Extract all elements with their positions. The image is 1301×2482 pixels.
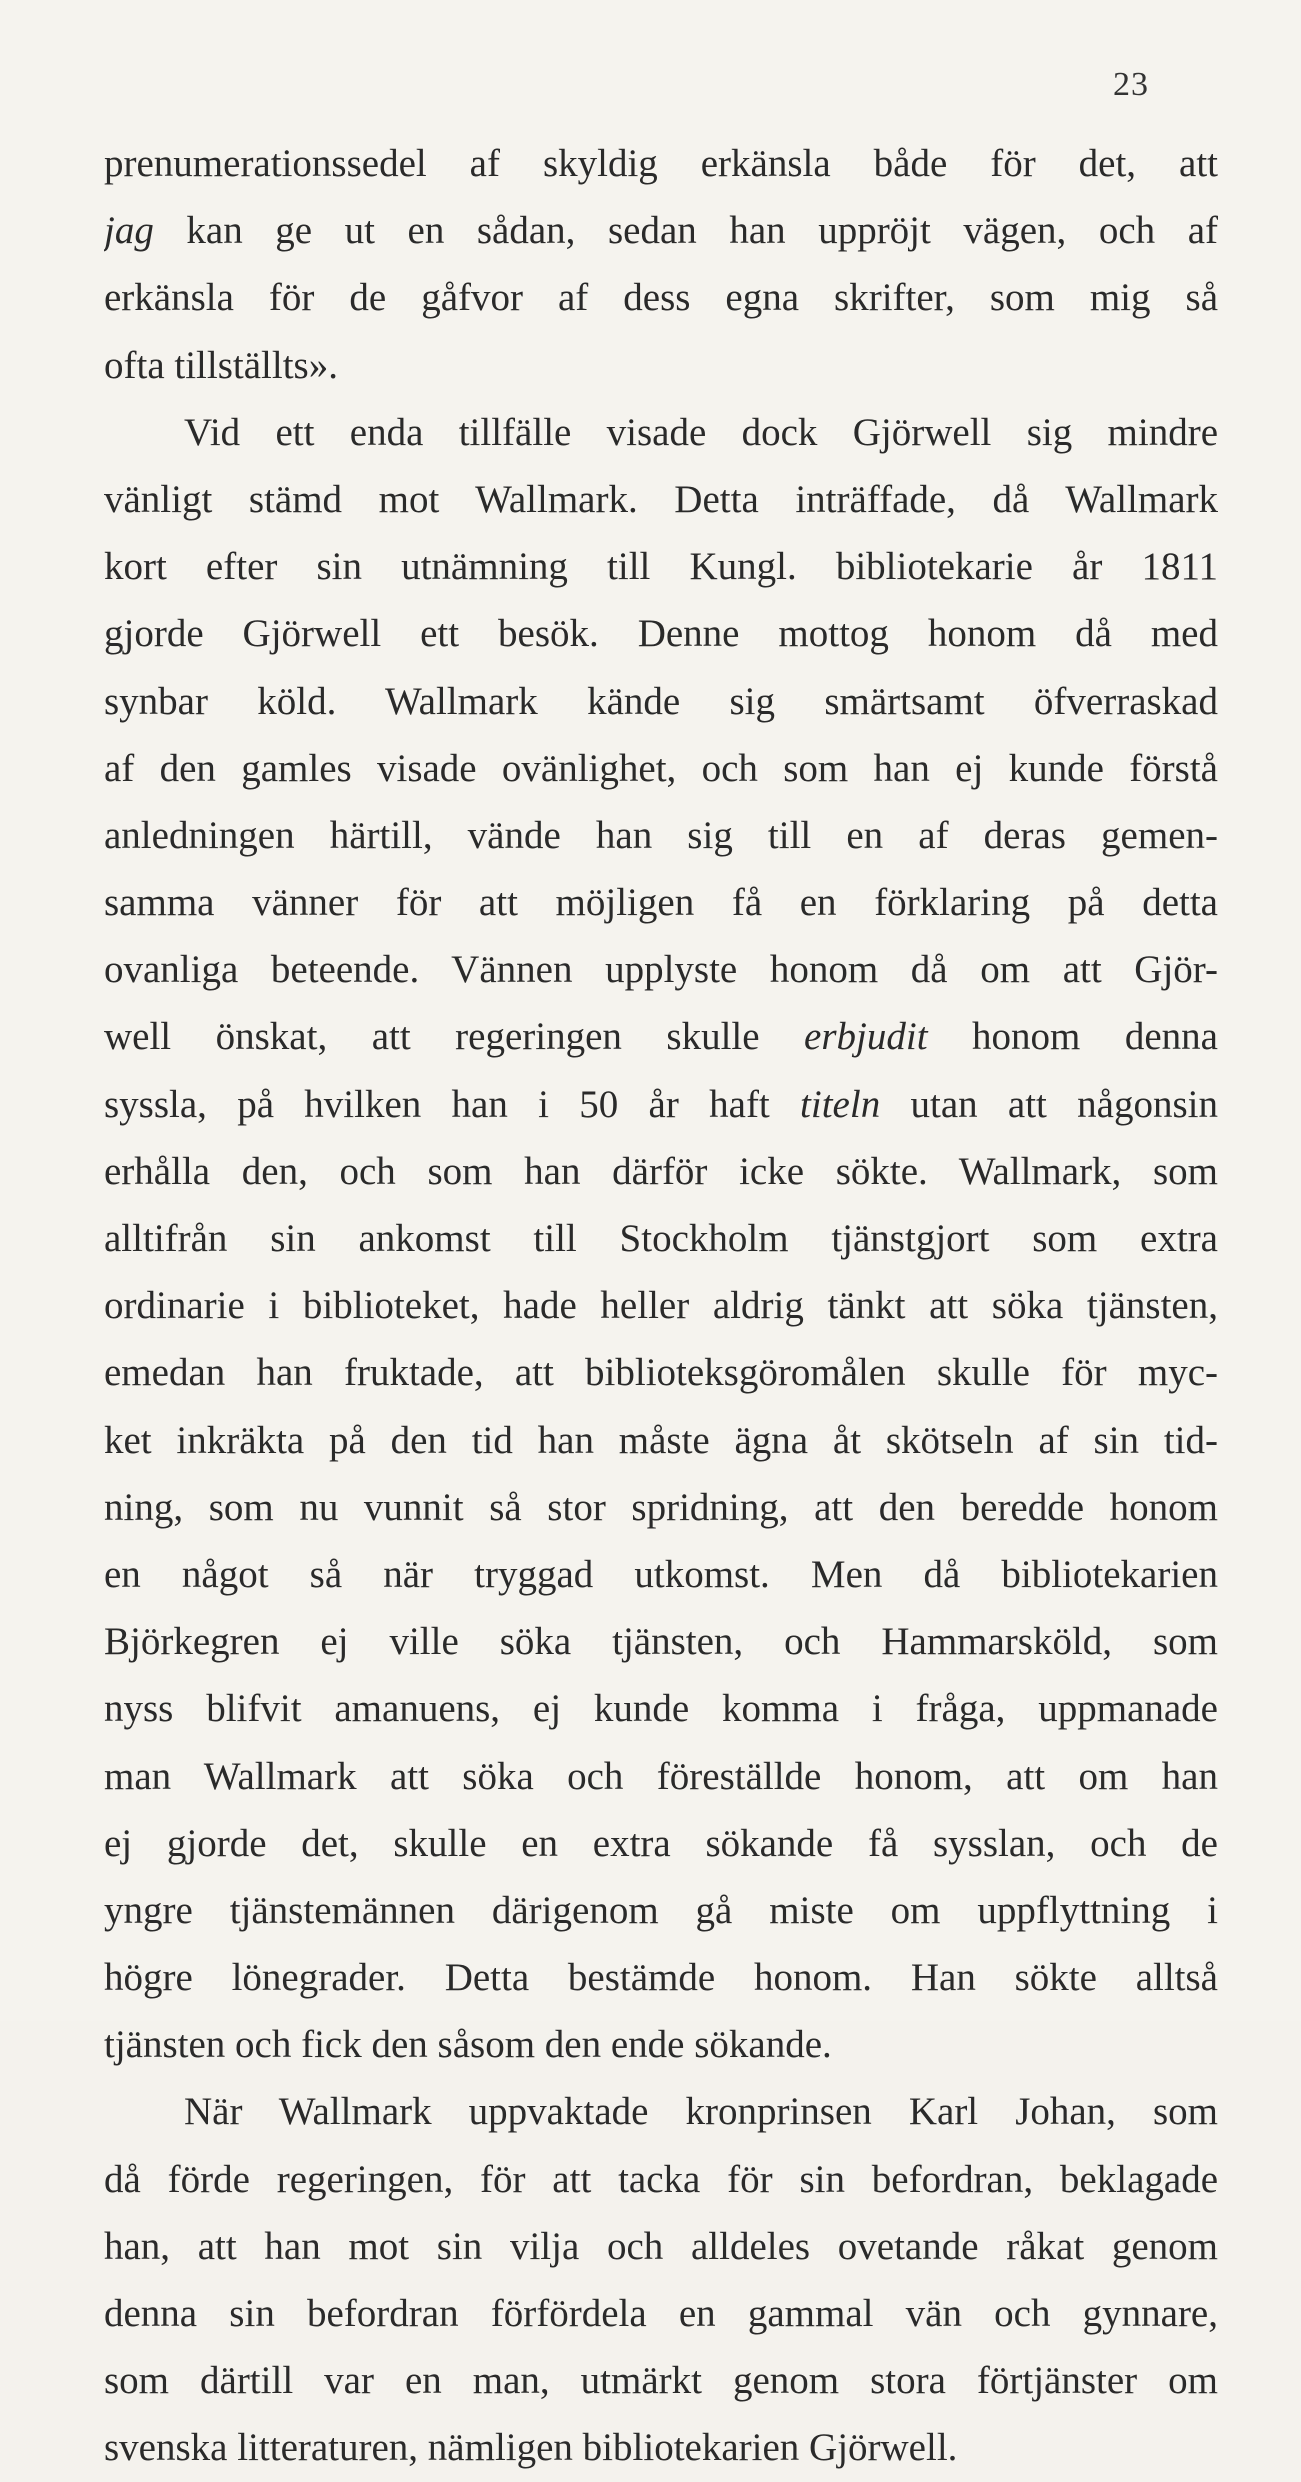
text-segment: emedan han fruktade, att biblioteksgöromålen skulle för myc-: [104, 1351, 1218, 1395]
text-line: [104, 1877, 1218, 1944]
text-line: [104, 2078, 1218, 2145]
text-line: [104, 936, 1218, 1003]
text-line: [104, 264, 1218, 331]
text-line: [104, 1272, 1218, 1339]
italic-word: jag: [104, 209, 154, 253]
text-line: [104, 735, 1218, 802]
text-line: [104, 2011, 1218, 2078]
text-segment: af den gamles visade ovänlighet, och som han ej kunde förstå: [104, 746, 1218, 790]
text-segment: samma vänner för att möjligen få en förklaring på detta: [104, 881, 1218, 925]
page-number: 23: [1113, 66, 1149, 103]
text-segment: honom denna: [927, 1015, 1218, 1059]
text-segment: ket inkräkta på den tid han måste ägna åt skötseln af sin tid-: [104, 1418, 1218, 1462]
text-line: [104, 1407, 1218, 1474]
text-line: [104, 197, 1218, 264]
text-line: [104, 600, 1218, 667]
text-segment: ordinarie i biblioteket, hade heller aldrig tänkt att söka tjänsten,: [104, 1284, 1218, 1328]
text-segment: denna sin befordran förfördela en gammal vän och gynnare,: [104, 2292, 1218, 2335]
text-segment: yngre tjänstemännen därigenom gå miste om uppflyttning i: [104, 1888, 1218, 1932]
text-line: [104, 1138, 1218, 1205]
text-line: [104, 1205, 1218, 1272]
text-line: [104, 1944, 1218, 2011]
text-line: [104, 1541, 1218, 1608]
text-segment: prenumerationssedel af skyldig erkänsla både för det, att: [104, 142, 1218, 185]
text-line: [104, 802, 1218, 869]
text-line: [104, 1675, 1218, 1742]
text-segment: högre lönegrader. Detta bestämde honom. Han sökte alltså: [104, 1956, 1218, 2000]
text-line: [104, 668, 1218, 735]
text-segment: erhålla den, och som han därför icke sökte. Wallmark, som: [104, 1149, 1218, 1193]
text-line: [104, 2213, 1218, 2280]
text-segment: anledningen härtill, vände han sig till en af deras gemen-: [104, 813, 1218, 857]
text-line: [104, 2414, 1218, 2481]
text-line: [104, 869, 1218, 936]
text-segment: well önskat, att regeringen skulle: [104, 1015, 805, 1059]
text-segment: tjänsten och fick den såsom den ende sökande.: [104, 2023, 832, 2067]
text-segment: kort efter sin utnämning till Kungl. bibliotekarie år 1811: [104, 545, 1218, 589]
text-segment: gjorde Gjörwell ett besök. Denne mottog honom då med: [104, 612, 1218, 656]
text-segment: ofta tillställts».: [104, 343, 338, 387]
text-line: [104, 2146, 1218, 2213]
text-segment: kan ge ut en sådan, sedan han uppröjt vägen, och af: [153, 209, 1218, 253]
text-segment: syssla, på hvilken han i 50 år haft: [104, 1082, 801, 1126]
text-line: [104, 130, 1218, 197]
text-segment: alltifrån sin ankomst till Stockholm tjänstgjort som extra: [104, 1217, 1218, 1260]
italic-word: erbjudit: [804, 1015, 928, 1059]
text-line: [104, 1810, 1218, 1877]
text-line: [104, 2347, 1218, 2414]
text-line: [104, 1743, 1218, 1810]
text-line: [104, 1474, 1218, 1541]
text-line: [104, 1003, 1218, 1070]
text-segment: svenska litteraturen, nämligen bibliotekarien Gjörwell.: [104, 2426, 958, 2470]
text-segment: synbar köld. Wallmark kände sig smärtsamt öfverraskad: [104, 679, 1218, 723]
text-segment: nyss blifvit amanuens, ej kunde komma i fråga, uppmanade: [104, 1687, 1218, 1731]
text-segment: man Wallmark att söka och föreställde honom, att om han: [104, 1754, 1218, 1798]
italic-word: titeln: [800, 1082, 881, 1126]
text-segment: vänligt stämd mot Wallmark. Detta inträffade, då Wallmark: [104, 477, 1218, 521]
body-text: [104, 130, 1218, 2482]
text-line: [104, 1339, 1218, 1406]
text-segment: ej gjorde det, skulle en extra sökande få sysslan, och de: [104, 1821, 1218, 1865]
text-line: [104, 332, 1218, 399]
text-segment: ning, som nu vunnit så stor spridning, att den beredde honom: [104, 1485, 1218, 1529]
text-line: [104, 533, 1218, 600]
text-segment: Vid ett enda tillfälle visade dock Gjörwell sig mindre: [184, 410, 1218, 454]
text-line: [104, 1071, 1218, 1138]
text-segment: som därtill var en man, utmärkt genom stora förtjänster om: [104, 2359, 1218, 2403]
text-segment: erkänsla för de gåfvor af dess egna skrifter, som mig så: [104, 276, 1218, 320]
text-line: [104, 2280, 1218, 2347]
text-segment: då förde regeringen, för att tacka för sin befordran, beklagade: [104, 2157, 1218, 2201]
text-line: [104, 399, 1218, 466]
text-line: [104, 466, 1218, 533]
text-segment: Björkegren ej ville söka tjänsten, och Hammarsköld, som: [104, 1620, 1218, 1664]
text-segment: När Wallmark uppvaktade kronprinsen Karl Johan, som: [184, 2090, 1218, 2134]
text-segment: han, att han mot sin vilja och alldeles ovetande råkat genom: [104, 2224, 1218, 2268]
text-segment: ovanliga beteende. Vännen upplyste honom då om att Gjör-: [104, 948, 1218, 992]
text-segment: en något så när tryggad utkomst. Men då bibliotekarien: [104, 1552, 1218, 1596]
text-line: [104, 1608, 1218, 1675]
text-segment: utan att någonsin: [880, 1082, 1218, 1126]
